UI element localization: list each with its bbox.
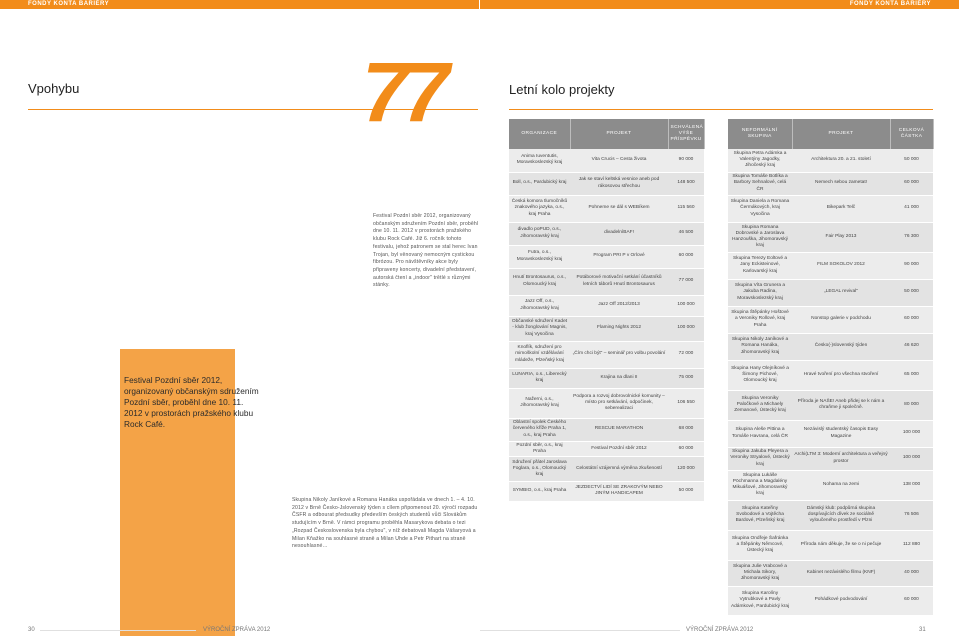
cell-applicant: Skupina Daniela a Romana Čermákových, kraj Vysočina xyxy=(728,195,792,222)
cell-project: „LEGAL revival" xyxy=(792,279,890,306)
table-projects-informal-groups xyxy=(728,119,934,616)
cell-project: Potáborové motivační setkání účastníků letních táborů Hnutí Brontosaurus xyxy=(570,268,668,295)
cell-applicant: Boll, o.s., Pardubický kraj xyxy=(509,172,570,195)
table-row xyxy=(728,222,933,252)
footer-rule-left xyxy=(40,630,196,631)
cell-project: Hravé tvoření pro všechna stvoření xyxy=(792,360,890,390)
cell-amount: 50 000 xyxy=(668,481,704,501)
table-row xyxy=(509,316,704,341)
cell-amount: 100 000 xyxy=(668,295,704,316)
cell-project: Archi(LTM 3: Moderní architektura a veřejný prostor xyxy=(792,447,890,470)
table-row xyxy=(728,252,933,279)
cell-amount: 68 000 xyxy=(668,418,704,441)
big-number: 77 xyxy=(362,45,444,139)
table-row xyxy=(728,447,933,470)
footer-left-label: VÝROČNÍ ZPRÁVA 2012 xyxy=(203,627,271,633)
cell-amount: 120 000 xyxy=(668,456,704,481)
cell-amount: 60 000 xyxy=(668,245,704,268)
cell-project: FILM SOKOLOV 2012 xyxy=(792,252,890,279)
paragraph-hanicka: Skupina Nikoly Janíkové a Romana Hanáka uspořádala ve dnech 1. – 4. 10. 2012 v Brně Česko-Jslovenský týden s cílem připomenout 20. výročí rozpadu ČSFR a odbourat předsudky především českých studentů vůči Slovákům studujícím v Brně. V rámci programu proběhla Masarykova debata o tezi „Rozpad Československa byla chybou", v níž debatovali Magda Vášaryová a Milan Kňažko na souhlasné straně a Milan Uhde a Petr Pithart na straně nesouhlasné… xyxy=(292,497,478,550)
cell-applicant: Skupina Víta Grunera a Jakuba Radina, Moravskoslezský kraj xyxy=(728,279,792,306)
cell-applicant: Skupina Petra Adámka a Valentýny Jagodky, Jihočeský kraj xyxy=(728,149,792,172)
cell-applicant: Skupina Veroniky Paločkové a Michaely Zemanové, Ústecký kraj xyxy=(728,390,792,420)
table-row xyxy=(728,306,933,333)
table-row xyxy=(728,360,933,390)
cell-amount: 90 000 xyxy=(668,149,704,172)
cell-applicant: Skupina Štěpánky Hoštové a Veroniky Rollové, kraj Praha xyxy=(728,306,792,333)
table-row xyxy=(728,560,933,586)
table-row xyxy=(509,222,704,245)
cell-project: Příroda je NAŠE! Aneb přidej se k nám a chraňme ji společně. xyxy=(792,390,890,420)
table-row xyxy=(509,481,704,501)
cell-project: Jak se staví keltská vesnice aneb pod rákosovou střechou xyxy=(570,172,668,195)
cell-project: Česko(-)slovenský týden xyxy=(792,333,890,360)
cell-project: Flaming Nights 2012 xyxy=(570,316,668,341)
column-header: SCHVÁLENÁ VÝŠE PŘÍSPĚVKU xyxy=(668,119,704,149)
table-row xyxy=(728,420,933,447)
cell-applicant: Skupina Julie Vrabcové a Michala Sikory, Jihomoravský kraj xyxy=(728,560,792,586)
cell-project: RESCUE MARATHON xyxy=(570,418,668,441)
cell-applicant: Skupina Ondřeje Šafránka a Štěpánky Němcové, Ústecký kraj xyxy=(728,530,792,560)
cell-project: Architektura 20. a 21. století xyxy=(792,149,890,172)
cell-project: Jazz Off 2012/2013 xyxy=(570,295,668,316)
cell-project: Bikepark Telč xyxy=(792,195,890,222)
cell-amount: 80 000 xyxy=(890,390,933,420)
title-rule-right xyxy=(509,109,933,110)
cell-amount: 65 000 xyxy=(890,360,933,390)
footer-right-page: 31 xyxy=(919,627,926,633)
column-header: PROJEKT xyxy=(570,119,668,149)
cell-project: Nonstop galerie v podchodu xyxy=(792,306,890,333)
table-row xyxy=(509,441,704,456)
cell-applicant: divadlo poPUD, o.s., Jihomoravský kraj xyxy=(509,222,570,245)
table-row xyxy=(509,295,704,316)
cell-project: Program PRI P v Orlové xyxy=(570,245,668,268)
cell-applicant: Skupina Jakuba Pleyera a Veroniky Stryalové, Ústecký kraj xyxy=(728,447,792,470)
table-row xyxy=(728,390,933,420)
cell-amount: 77 000 xyxy=(668,268,704,295)
top-bar-right xyxy=(480,0,959,9)
top-bar-left xyxy=(0,0,479,9)
cell-amount: 75 000 xyxy=(668,368,704,388)
column-header: ORGANIZACE xyxy=(509,119,570,149)
cell-project: Vita Crucis – Cesta života xyxy=(570,149,668,172)
cell-project: Fair Play 2013 xyxy=(792,222,890,252)
column-header: PROJEKT xyxy=(792,119,890,149)
cell-project: Pohneme se dál s WEBíkem xyxy=(570,195,668,222)
cell-applicant: Občanské sdružení Kadet - klub žonglování Magnis, kraj Vysočina xyxy=(509,316,570,341)
cell-amount: 46 620 xyxy=(890,333,933,360)
cell-amount: 106 550 xyxy=(668,388,704,418)
table-row xyxy=(509,172,704,195)
cell-project: Kabinet nezávislého filmu (KNF) xyxy=(792,560,890,586)
cell-amount: 60 000 xyxy=(668,441,704,456)
cell-applicant: Skupina Nikoly Janíkové a Romana Hanáka, Jihomoravský kraj xyxy=(728,333,792,360)
column-header: CELKOVÁ ČÁSTKA xyxy=(890,119,933,149)
cell-project: Nemech sebou zametat! xyxy=(792,172,890,195)
cell-amount: 50 000 xyxy=(890,279,933,306)
cell-amount: 50 000 xyxy=(890,149,933,172)
cell-applicant: Skupina Lukáše Pöchmanna a Magdalény Mikuášové, Jihomoravský kraj xyxy=(728,470,792,500)
cell-project: Dámský klub: podpůrná skupina dospívajících dívek ze sociálně vyloučeného prostředí v Plzni xyxy=(792,500,890,530)
cell-amount: 46 500 xyxy=(668,222,704,245)
cell-applicant: Skupina Romana Dobrovské a Jaroslava Hanzouška, Jihomoravský kraj xyxy=(728,222,792,252)
big-number-graphic xyxy=(362,45,476,139)
table-row xyxy=(509,418,704,441)
cell-amount: 100 000 xyxy=(890,420,933,447)
table-row xyxy=(509,149,704,172)
cell-amount: 60 000 xyxy=(890,172,933,195)
cell-amount: 90 000 xyxy=(890,252,933,279)
footer-right-label: VÝROČNÍ ZPRÁVA 2012 xyxy=(686,627,754,633)
cell-applicant: LUNARIA, o.s., Liberecký kraj xyxy=(509,368,570,388)
table-row xyxy=(728,172,933,195)
column-header: NEFORMÁLNÍ SKUPINA xyxy=(728,119,792,149)
header-left-title: FONDY KONTA BARIÉRY xyxy=(28,1,110,7)
table-row xyxy=(728,530,933,560)
cell-amount: 76 300 xyxy=(890,222,933,252)
table-row xyxy=(728,500,933,530)
cell-amount: 115 560 xyxy=(668,195,704,222)
table-row xyxy=(509,368,704,388)
cell-amount: 41 000 xyxy=(890,195,933,222)
header-right-title: FONDY KONTA BARIÉRY xyxy=(849,1,931,7)
cell-amount: 72 000 xyxy=(668,341,704,368)
table-row xyxy=(728,586,933,615)
table-row xyxy=(509,456,704,481)
cell-amount: 100 000 xyxy=(668,316,704,341)
cell-applicant: SYMBIO, o.s., kraj Praha xyxy=(509,481,570,501)
cell-applicant: Sdružení přátel Jaroslava Foglara, o.s., Olomoucký kraj xyxy=(509,456,570,481)
cell-amount: 40 000 xyxy=(890,560,933,586)
pull-quote: Festival Pozdní sběr 2012, organizovaný občanským sdružením Pozdní sběr, proběhl dne 10. 11. 2012 v prostorách pražského klubu Rock Café. xyxy=(124,375,259,429)
cell-project: Příroda nám děkuje, že se o ni pečuje xyxy=(792,530,890,560)
table-row xyxy=(509,341,704,368)
cell-applicant: Futra, o.s., Moravskoslezský kraj xyxy=(509,245,570,268)
cell-project: „Čím chci být" – seminář pro volbu povolání xyxy=(570,341,668,368)
cell-project: Krajina na dlani II xyxy=(570,368,668,388)
cell-applicant: Jazz Off, o.s., Jihomoravský kraj xyxy=(509,295,570,316)
cell-applicant: Skupina Tomáše Botlíka a Barbory Sehnalové, celá ČR xyxy=(728,172,792,195)
table-row xyxy=(509,245,704,268)
table-row xyxy=(509,268,704,295)
table-row xyxy=(728,470,933,500)
page-title-right: Letní kolo projekty xyxy=(509,82,615,97)
cell-applicant: Nažerni, o.s., Jihomoravský kraj xyxy=(509,388,570,418)
table-projects-organizations xyxy=(509,119,705,502)
cell-amount: 138 000 xyxy=(890,470,933,500)
table-row xyxy=(728,333,933,360)
cell-applicant: Skupina Hany Olejníkové a Šimony Pichové, Olomoucký kraj xyxy=(728,360,792,390)
table-row xyxy=(509,195,704,222)
cell-amount: 112 880 xyxy=(890,530,933,560)
table-row xyxy=(728,279,933,306)
cell-applicant: Oblastní spolek Českého červeného kříže Praha 1, o.s., kraj Praha xyxy=(509,418,570,441)
table-row xyxy=(728,149,933,172)
page-title-left: Vpohybu xyxy=(28,81,80,96)
cell-project: Nohama na zemi xyxy=(792,470,890,500)
cell-applicant: Skupina Karolíny Vytrubkové a Pavly Adámkové, Pardubický kraj xyxy=(728,586,792,615)
cell-project: Festival Pozdní sběr 2012 xyxy=(570,441,668,456)
cell-project: Pohádkové podvodování xyxy=(792,586,890,615)
cell-applicant: Anima Iuventutis, Moravskoslezský kraj xyxy=(509,149,570,172)
table-row xyxy=(509,388,704,418)
cell-amount: 148 500 xyxy=(668,172,704,195)
cell-amount: 60 000 xyxy=(890,306,933,333)
cell-project: Celostátní vzájemná výměna zkušeností xyxy=(570,456,668,481)
cell-amount: 60 000 xyxy=(890,586,933,615)
cell-applicant: Hnutí Brontosaurus, o.s., Olomoucký kraj xyxy=(509,268,570,295)
cell-amount: 76 506 xyxy=(890,500,933,530)
cell-applicant: Skupina Kateřiny Svobodové a Vojtěcha Bardové, Plzeňský kraj xyxy=(728,500,792,530)
cell-project: divadelníBAF! xyxy=(570,222,668,245)
cell-amount: 100 000 xyxy=(890,447,933,470)
footer-rule-right xyxy=(480,630,680,631)
cell-applicant: Skupina Terezy Eoltové a Jany Eckisteinové, Karlovarský kraj xyxy=(728,252,792,279)
paragraph-festival: Festival Pozdní sběr 2012, organizovaný občanským sdružením Pozdní sběr, proběhl dne 10. 11. 2012 v prostorách pražského klubu Rock Café. Již 6. ročník tohoto festivalu, jehož patronem se stal herec Ivan Trojan, byl věnovaný nemocným cystickou fibrózou. Pro návštěvníky akce byly připraveny koncerty, divadelní představení, autorská čtení a „indoor" trětlé s různými stánky. xyxy=(373,213,479,289)
cell-applicant: Skupina Aleše Pittina a Tomáše Havrana, celá ČR xyxy=(728,420,792,447)
cell-applicant: Knoflík, sdružení pro mimoškolní vzdělávání mládeže, Plzeňský kraj xyxy=(509,341,570,368)
cell-project: JEZDECTVÍ LIDÍ SE ZRAKOVÝM NEBO JINÝM HANDICAPEM xyxy=(570,481,668,501)
cell-applicant: Pozdní sběr, o.s., kraj Praha xyxy=(509,441,570,456)
cell-applicant: Česká komora tlumočníků znakového jazyka, o.s., kraj Praha xyxy=(509,195,570,222)
cell-project: Podpora a rozvoj dobrovolnické komunity – místo pro setkávání, odpočinek, seberealizaci xyxy=(570,388,668,418)
cell-project: Nezávislý studentský časopis Easy Magazine xyxy=(792,420,890,447)
table-row xyxy=(728,195,933,222)
footer-left-page: 30 xyxy=(28,627,35,633)
